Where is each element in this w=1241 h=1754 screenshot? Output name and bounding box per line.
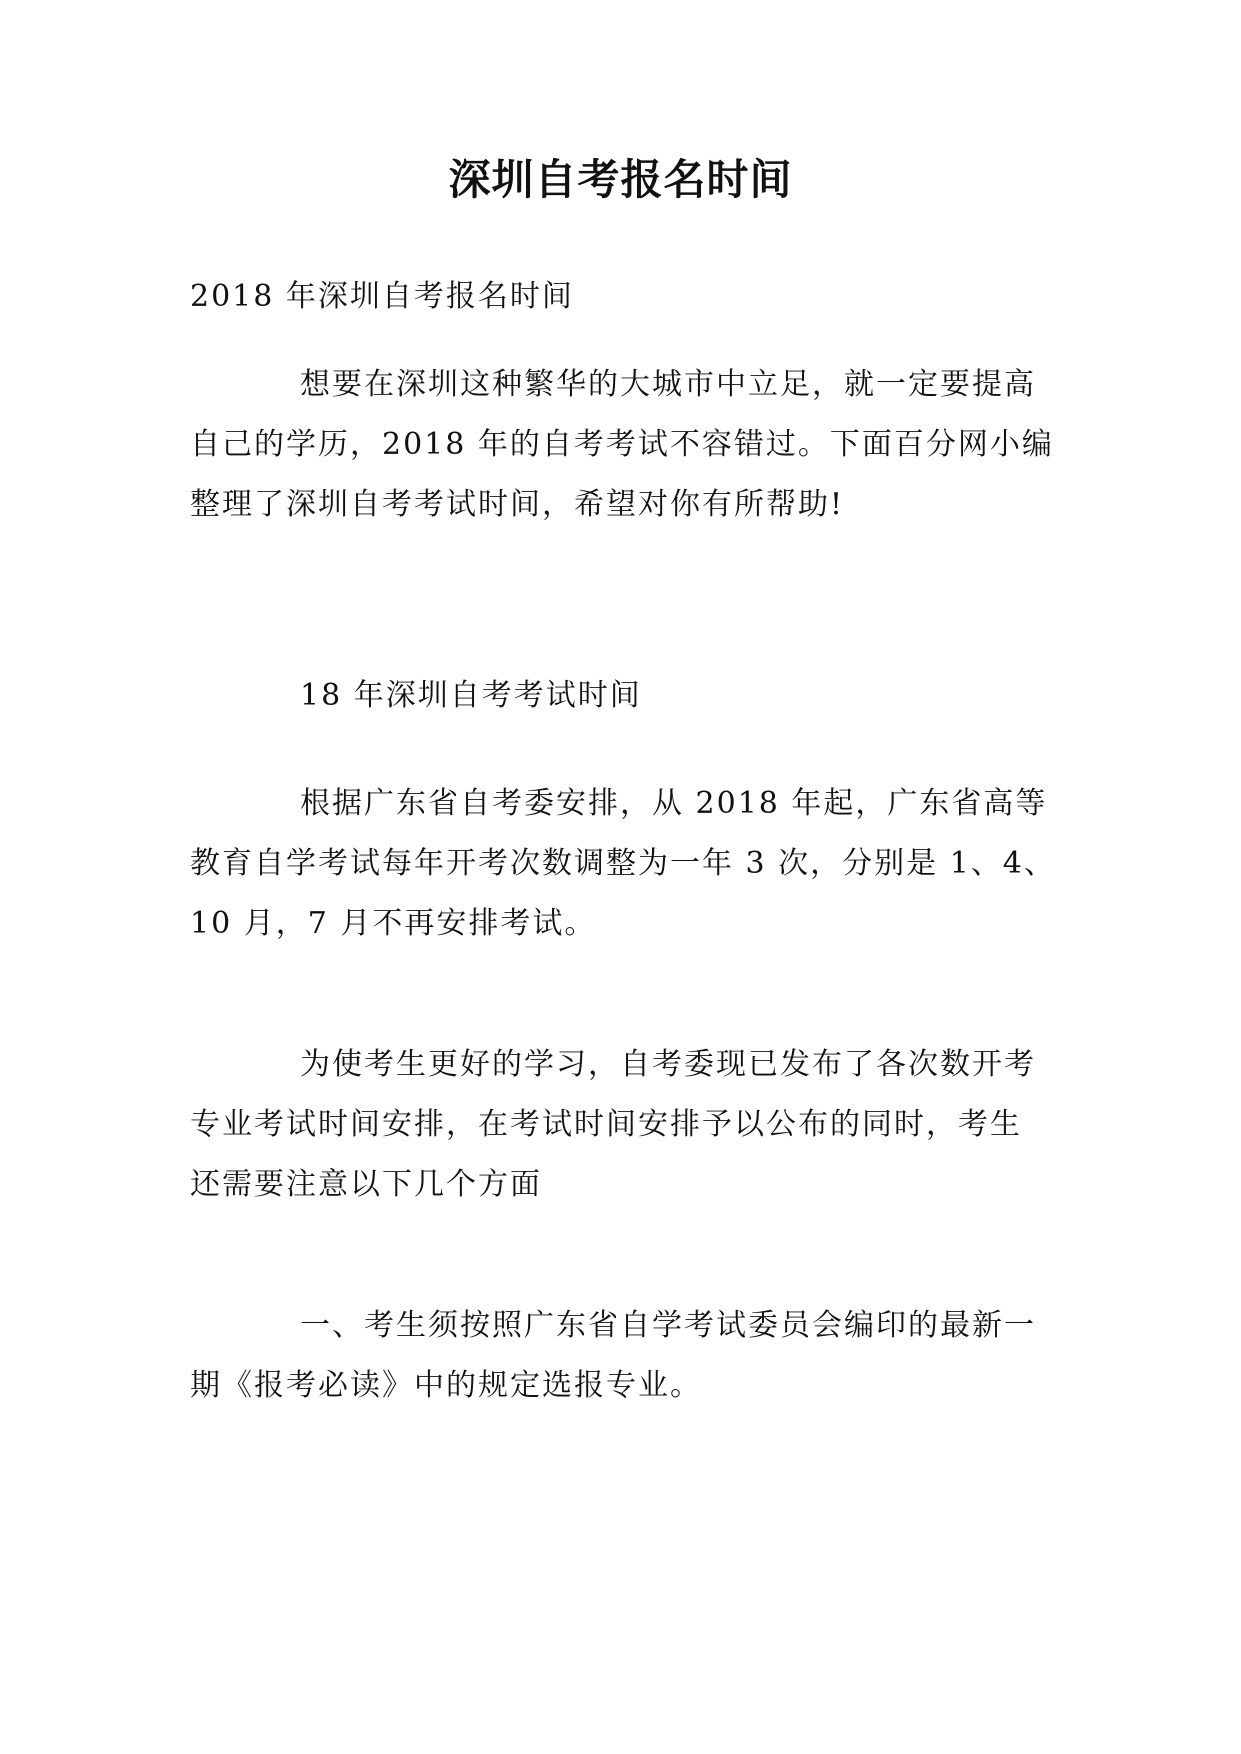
- paragraph-line: 自己的学历，2018 年的自考考试不容错过。下面百分网小编: [190, 427, 1054, 462]
- paragraph-line: 根据广东省自考委安排，从 2018 年起，广东省高等: [300, 786, 1048, 821]
- paragraph-line: 为使考生更好的学习，自考委现已发布了各次数开考: [300, 1047, 1036, 1082]
- paragraph-line: 期《报考必读》中的规定选报专业。: [190, 1368, 702, 1403]
- paragraph-schedule: [190, 774, 1070, 954]
- paragraph-line: 整理了深圳自考考试时间，希望对你有所帮助!: [190, 487, 845, 522]
- paragraph-notice: [190, 1035, 1070, 1215]
- subtitle: [190, 267, 1070, 327]
- subtitle-line: 2018 年深圳自考报名时间: [190, 279, 574, 314]
- paragraph-line: 一、考生须按照广东省自学考试委员会编印的最新一: [300, 1308, 1036, 1343]
- paragraph-line: 专业考试时间安排，在考试时间安排予以公布的同时，考生: [190, 1107, 1022, 1142]
- paragraph-intro: [190, 355, 1070, 535]
- paragraph-line: 10 月，7 月不再安排考试。: [190, 906, 597, 941]
- paragraph-line: 想要在深圳这种繁华的大城市中立足，就一定要提高: [300, 367, 1036, 402]
- section-heading: [190, 666, 1070, 726]
- paragraph-line: 还需要注意以下几个方面: [190, 1167, 542, 1202]
- paragraph-line: 教育自学考试每年开考次数调整为一年 3 次，分别是 1、4、: [190, 846, 1056, 881]
- section-heading-line: 18 年深圳自考考试时间: [300, 678, 642, 713]
- page-title: 深圳自考报名时间: [448, 155, 793, 204]
- paragraph-item-one: [190, 1296, 1070, 1416]
